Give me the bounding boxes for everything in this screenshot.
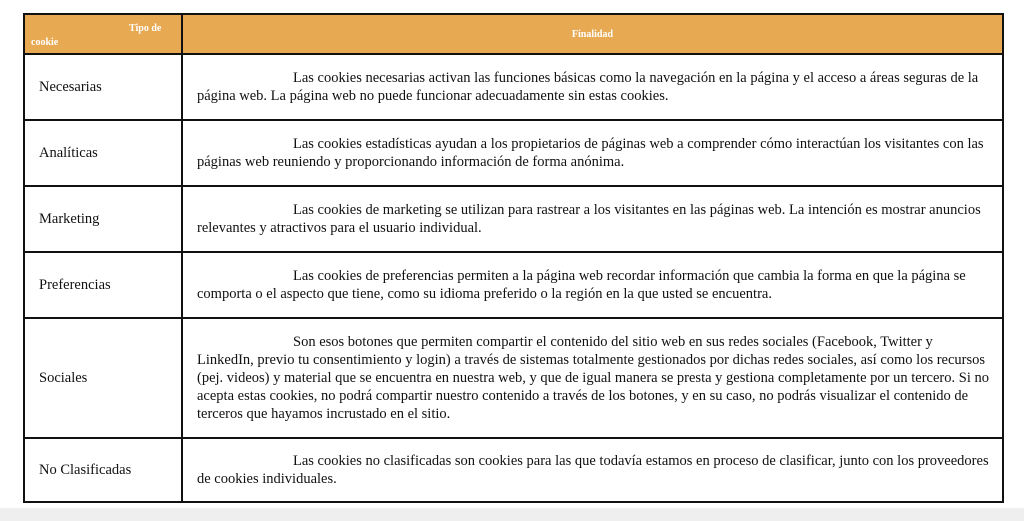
bottom-shade [0, 508, 1024, 521]
header-cookie-type-line1: Tipo de [129, 23, 162, 34]
cookie-description-text: Son esos botones que permiten compartir el contenido del sitio web en sus redes sociales (Facebook, Twitter y LinkedIn, previo tu consentimiento y login) a través de sistemas totalmente gestionados por dichas redes sociales, así como los recursos (pej. videos) y material que se encuentra en nuestra web, y que de igual manera se presta y gestiona completamente por un tercero. Si no acepta estas cookies, no podrá compartir nuestro contenido a través de los botones, y en su caso, no podrás visualizar el contenido de terceros que hayamos incrustado en el sitio. [197, 334, 989, 422]
cookie-description-cell [182, 252, 1003, 318]
cookie-description-cell [182, 120, 1003, 186]
cookie-type-cell: Analíticas [24, 120, 182, 186]
table-row [24, 318, 1003, 438]
cookie-description-cell [182, 54, 1003, 120]
cookie-description-text: Las cookies estadísticas ayudan a los propietarios de páginas web a comprender cómo interactúan los visitantes con las páginas web reuniendo y proporcionando información de forma anónima. [197, 136, 984, 170]
table-row [24, 186, 1003, 252]
cookie-description-cell [182, 438, 1003, 502]
header-cookie-type-line2: cookie [31, 37, 59, 48]
cookie-table [23, 13, 1004, 503]
cookie-type-cell: Marketing [24, 186, 182, 252]
header-purpose: Finalidad [182, 14, 1003, 54]
cookie-description-text: Las cookies de preferencias permiten a la página web recordar información que cambia la forma en que la página se comporta o el aspecto que tiene, como su idioma preferido o la región en la que usted se encuentra. [197, 268, 966, 302]
cookie-type-cell: Sociales [24, 318, 182, 438]
header-cookie-type [24, 14, 182, 54]
table-header-row [24, 14, 1003, 54]
cookie-description-text: Las cookies de marketing se utilizan para rastrear a los visitantes en las páginas web. La intención es mostrar anuncios relevantes y atractivos para el usuario individual. [197, 202, 981, 236]
cookie-description-cell [182, 186, 1003, 252]
cookie-description-text: Las cookies necesarias activan las funciones básicas como la navegación en la página y el acceso a áreas seguras de la página web. La página web no puede funcionar adecuadamente sin estas cookies. [197, 70, 979, 104]
cookie-type-cell: Necesarias [24, 54, 182, 120]
cookie-description-cell [182, 318, 1003, 438]
cookie-description-text: Las cookies no clasificadas son cookies para las que todavía estamos en proceso de clasificar, junto con los proveedores de cookies individuales. [197, 453, 989, 487]
table-row [24, 120, 1003, 186]
cookie-type-cell: No Clasificadas [24, 438, 182, 502]
cookie-type-cell: Preferencias [24, 252, 182, 318]
table-row [24, 438, 1003, 502]
table-row [24, 54, 1003, 120]
table-row [24, 252, 1003, 318]
